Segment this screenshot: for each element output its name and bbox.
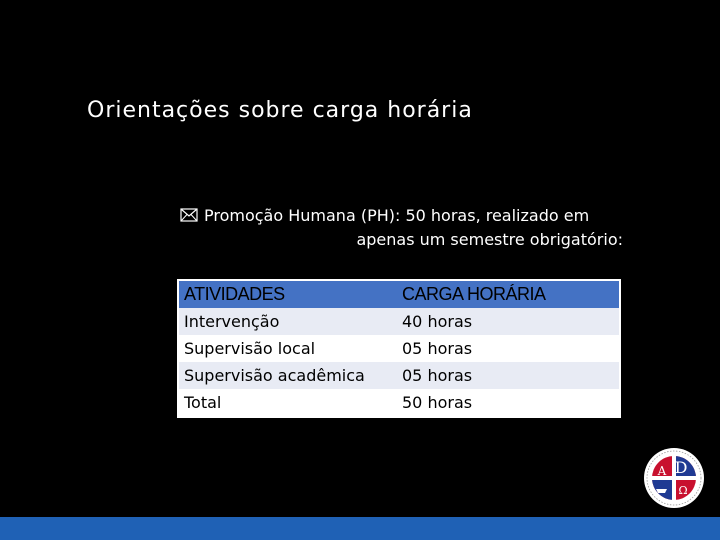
bullet-paragraph (180, 204, 625, 252)
svg-text:Ω: Ω (678, 484, 688, 497)
svg-text:D: D (674, 458, 688, 477)
activity-cell: Supervisão local (178, 335, 397, 362)
table-row (178, 389, 620, 417)
header-workload: CARGA HORÁRIA (397, 280, 620, 308)
activity-cell: Supervisão acadêmica (178, 362, 397, 389)
hours-cell: 50 horas (397, 389, 620, 417)
slide-title: Orientações sobre carga horária (87, 98, 473, 123)
institution-logo (643, 447, 705, 509)
hours-cell: 40 horas (397, 308, 620, 335)
envelope-icon (180, 208, 198, 222)
table-row (178, 335, 620, 362)
table-header-row (178, 280, 620, 308)
workload-table (177, 279, 621, 418)
bullet-line-1 (180, 204, 625, 228)
hours-cell: 05 horas (397, 362, 620, 389)
table-row (178, 308, 620, 335)
header-activities: ATIVIDADES (178, 280, 397, 308)
footer-bar (0, 517, 720, 540)
bullet-line-2: apenas um semestre obrigatório: (356, 230, 623, 249)
bullet-text-1: Promoção Humana (PH): 50 horas, realizado em (204, 206, 590, 225)
activity-cell: Intervenção (178, 308, 397, 335)
hours-cell: 05 horas (397, 335, 620, 362)
svg-text:A: A (657, 464, 667, 478)
activity-cell: Total (178, 389, 397, 417)
table-row (178, 362, 620, 389)
